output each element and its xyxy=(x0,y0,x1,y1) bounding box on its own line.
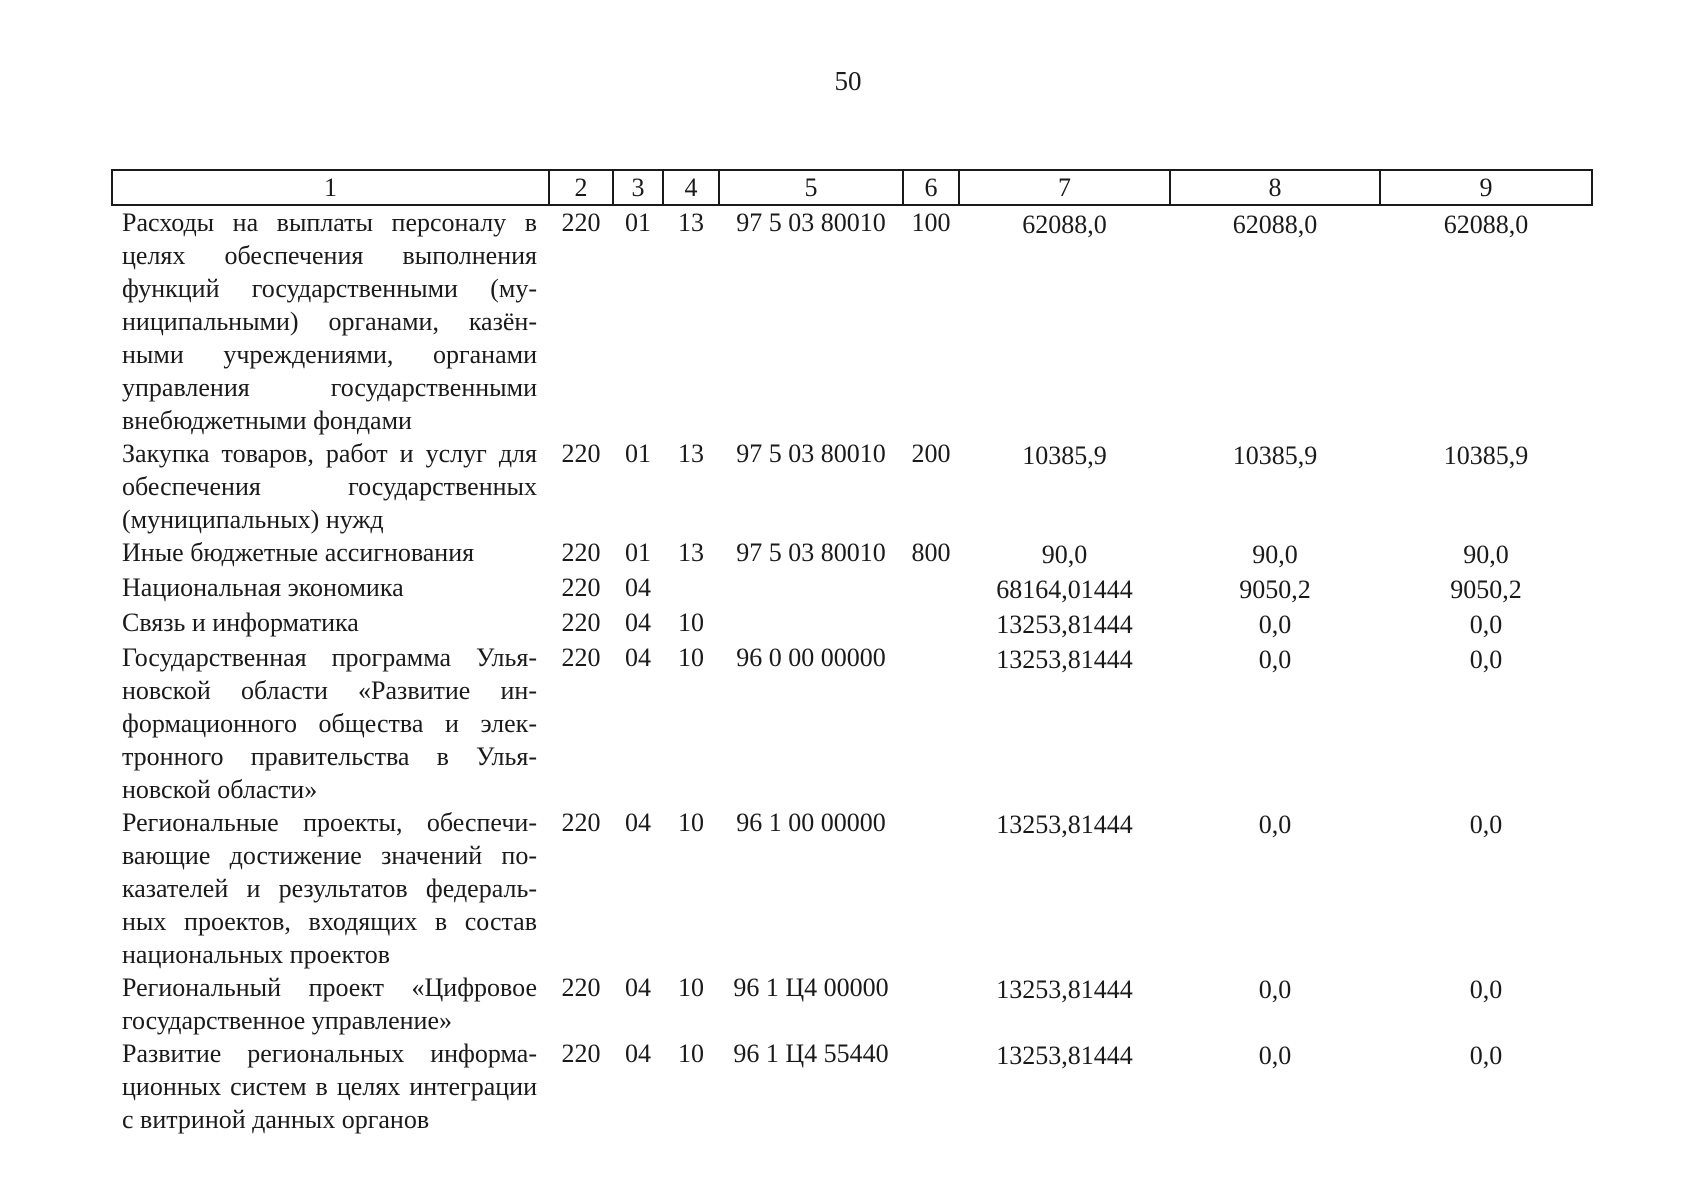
amount-year3-cell: 62088,0 xyxy=(1443,210,1529,239)
grbs-code-cell: 220 xyxy=(561,973,601,1002)
amount-year1-cell: 68164,01444 xyxy=(996,575,1133,604)
target-article-cell: 96 1 00 00000 xyxy=(736,808,886,837)
section-code-cell: 04 xyxy=(625,643,651,672)
table-row xyxy=(112,806,1592,971)
amount-year1-cell: 90,0 xyxy=(1041,540,1088,569)
section-code-cell: 04 xyxy=(625,573,651,602)
section-code-cell: 04 xyxy=(625,808,651,837)
expense-type-cell xyxy=(903,971,959,1037)
amount-year2-cell: 10385,9 xyxy=(1232,441,1318,470)
target-article-cell: 96 0 00 00000 xyxy=(736,643,886,672)
row-name-cell: Национальная экономика xyxy=(122,573,404,602)
amount-year2-cell: 0,0 xyxy=(1258,610,1292,639)
subsection-code-cell: 13 xyxy=(678,538,704,567)
section-code-cell: 04 xyxy=(625,1039,651,1068)
amount-year3-cell: 90,0 xyxy=(1463,540,1509,569)
table-row xyxy=(112,536,1592,571)
expense-type-cell xyxy=(903,641,959,806)
grbs-code-cell: 220 xyxy=(561,208,601,237)
header-cell: 8 xyxy=(1170,170,1380,205)
target-article-cell: 96 1 Ц4 55440 xyxy=(733,1039,889,1068)
grbs-code-cell: 220 xyxy=(561,538,601,567)
section-code-cell: 04 xyxy=(625,973,651,1002)
amount-year2-cell: 9050,2 xyxy=(1239,575,1311,604)
header-cell: 7 xyxy=(959,170,1170,205)
section-code-cell: 04 xyxy=(625,608,651,637)
expense-type-cell: 200 xyxy=(911,439,951,468)
amount-year3-cell: 0,0 xyxy=(1469,975,1503,1004)
target-article-cell: 97 5 03 80010 xyxy=(736,439,886,468)
amount-year2-cell: 62088,0 xyxy=(1232,210,1318,239)
amount-year3-cell: 9050,2 xyxy=(1450,575,1522,604)
amount-year2-cell: 0,0 xyxy=(1258,975,1292,1004)
amount-year2-cell: 90,0 xyxy=(1252,540,1298,569)
subsection-code-cell: 10 xyxy=(678,608,704,637)
amount-year1-cell: 10385,9 xyxy=(1022,441,1107,470)
expense-type-cell: 800 xyxy=(911,538,951,567)
table-row xyxy=(112,205,1592,437)
amount-year3-cell: 0,0 xyxy=(1469,1041,1503,1070)
grbs-code-cell: 220 xyxy=(561,439,601,468)
row-name-cell: Закупка товаров, работ и услуг для обеспечения государственных (муниципальных) нужд xyxy=(122,439,537,534)
grbs-code-cell: 220 xyxy=(561,1039,601,1068)
row-name-cell: Иные бюджетные ассигнования xyxy=(122,538,475,567)
section-code-cell: 01 xyxy=(625,538,651,567)
header-cell: 4 xyxy=(663,170,719,205)
table-body xyxy=(112,205,1592,1136)
row-name-cell: Связь и информатика xyxy=(122,608,359,637)
header-cell: 9 xyxy=(1380,170,1592,205)
target-article-cell: 97 5 03 80010 xyxy=(736,538,886,567)
subsection-code-cell: 10 xyxy=(678,808,704,837)
subsection-code-cell xyxy=(663,571,719,606)
subsection-code-cell: 10 xyxy=(678,973,704,1002)
row-name-cell: Развитие региональных информационных систем в целях интеграции с витриной данных органов xyxy=(122,1039,537,1134)
header-cell: 1 xyxy=(112,170,549,205)
grbs-code-cell: 220 xyxy=(561,573,601,602)
row-name-cell: Региональные проекты, обеспечивающие достижение значений показателей и результатов федеральных проектов, входящих в состав национальных проектов xyxy=(122,808,537,969)
page-number: 50 xyxy=(834,66,862,96)
table-row xyxy=(112,1037,1592,1136)
header-row xyxy=(112,170,1592,205)
section-code-cell: 01 xyxy=(625,439,651,468)
table-row xyxy=(112,606,1592,641)
amount-year3-cell: 0,0 xyxy=(1469,610,1503,639)
expense-type-cell xyxy=(903,571,959,606)
table-row xyxy=(112,641,1592,806)
expense-type-cell: 100 xyxy=(911,208,951,237)
expense-type-cell xyxy=(903,1037,959,1136)
section-code-cell: 01 xyxy=(625,208,651,237)
table-row xyxy=(112,437,1592,536)
expense-type-cell xyxy=(903,806,959,971)
header-cell: 6 xyxy=(903,170,959,205)
amount-year2-cell: 0,0 xyxy=(1258,810,1292,839)
amount-year3-cell: 0,0 xyxy=(1469,645,1503,674)
target-article-cell: 97 5 03 80010 xyxy=(736,208,886,237)
amount-year1-cell: 13253,81444 xyxy=(996,975,1133,1004)
row-name-cell: Расходы на выплаты персоналу в целях обеспечения выполнения функций государственными (муниципальными) органами, казёнными учреждениями, органами управления государственными внебюджетными фондами xyxy=(122,208,537,435)
subsection-code-cell: 10 xyxy=(678,1039,704,1068)
table-row xyxy=(112,571,1592,606)
budget-table xyxy=(111,169,1593,1136)
amount-year3-cell: 0,0 xyxy=(1469,810,1503,839)
target-article-cell: 96 1 Ц4 00000 xyxy=(733,973,889,1002)
amount-year2-cell: 0,0 xyxy=(1258,1041,1292,1070)
subsection-code-cell: 13 xyxy=(678,208,704,237)
grbs-code-cell: 220 xyxy=(561,608,601,637)
amount-year1-cell: 13253,81444 xyxy=(996,610,1133,639)
amount-year1-cell: 13253,81444 xyxy=(996,645,1133,674)
target-article-cell xyxy=(719,571,903,606)
subsection-code-cell: 10 xyxy=(678,643,704,672)
amount-year2-cell: 0,0 xyxy=(1258,645,1292,674)
subsection-code-cell: 13 xyxy=(678,439,704,468)
amount-year1-cell: 62088,0 xyxy=(1022,210,1107,239)
grbs-code-cell: 220 xyxy=(561,643,601,672)
target-article-cell xyxy=(719,606,903,641)
table-row xyxy=(112,971,1592,1037)
row-name-cell: Региональный проект «Цифровое государственное управление» xyxy=(122,973,537,1035)
header-cell: 5 xyxy=(719,170,903,205)
amount-year3-cell: 10385,9 xyxy=(1443,441,1529,470)
row-name-cell: Государственная программа Ульяновской области «Развитие информационного общества и электронного правительства в Ульяновской области» xyxy=(122,643,537,804)
grbs-code-cell: 220 xyxy=(561,808,601,837)
amount-year1-cell: 13253,81444 xyxy=(996,810,1133,839)
header-cell: 2 xyxy=(549,170,613,205)
header-cell: 3 xyxy=(613,170,663,205)
expense-type-cell xyxy=(903,606,959,641)
amount-year1-cell: 13253,81444 xyxy=(996,1041,1133,1070)
